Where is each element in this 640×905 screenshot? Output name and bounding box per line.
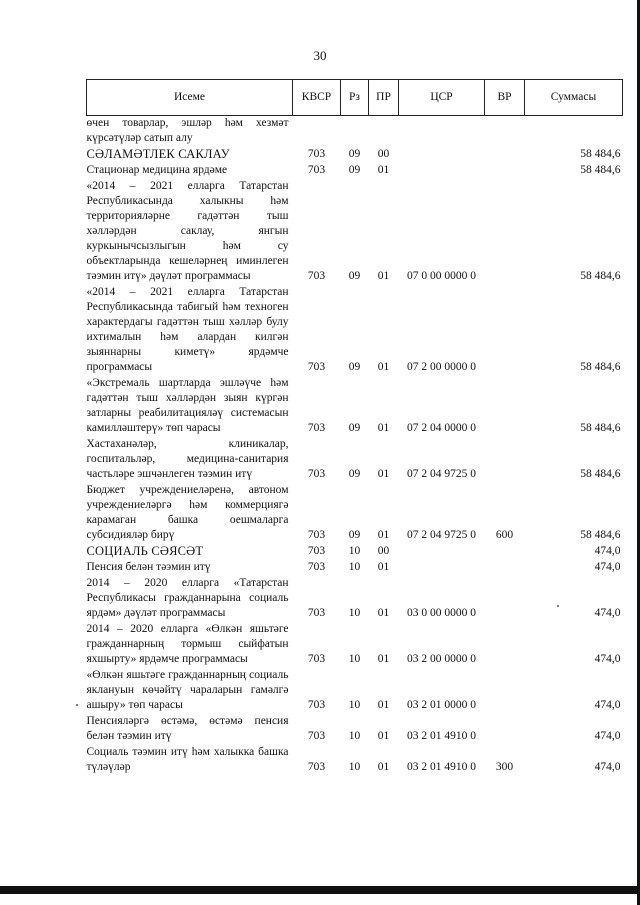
- cell-vr: [485, 559, 525, 575]
- cell-name: Пенсия белән тәэмин итү: [86, 561, 211, 573]
- page-number: 30: [313, 48, 327, 63]
- cell-pr: 01: [377, 529, 390, 541]
- cell-name: Социаль тәэмин итү һәм халыкка башка түләүләр: [86, 746, 289, 773]
- cell-pr: 01: [377, 422, 390, 434]
- cell-name: Пенсияләргә өстәмә, өстәмә пенсия белән тәэмин итү: [86, 715, 289, 742]
- cell-kvsr: 703: [307, 607, 326, 619]
- header-kvsr: КВСР: [293, 80, 341, 116]
- cell-vr: [485, 667, 525, 713]
- cell-sum: 58 484,6: [580, 148, 621, 160]
- budget-table: [86, 79, 623, 775]
- scan-speck: [76, 704, 78, 706]
- cell-sum: 58 484,6: [580, 422, 621, 434]
- cell-rz: 09: [348, 468, 361, 480]
- cell-kvsr: 703: [307, 468, 326, 480]
- cell-sum: 474,0: [594, 545, 621, 557]
- cell-vr: [485, 284, 525, 375]
- table-row: [87, 543, 623, 559]
- scan-speck: [557, 605, 559, 607]
- cell-csr: 07 2 04 0000 0: [407, 422, 476, 434]
- cell-sum: 474,0: [594, 730, 621, 742]
- cell-csr: 03 2 00 0000 0: [407, 653, 476, 665]
- cell-sum: 58 484,6: [580, 164, 621, 176]
- cell-rz: 10: [348, 699, 361, 711]
- cell-name: СОЦИАЛЬ СӘЯСӘТ: [86, 544, 204, 558]
- cell-csr: 07 2 04 9725 0: [407, 529, 476, 541]
- cell-kvsr: [293, 116, 341, 147]
- cell-csr: [399, 146, 485, 162]
- cell-kvsr: 703: [307, 653, 326, 665]
- table-row: [87, 482, 623, 543]
- cell-kvsr: 703: [307, 730, 326, 742]
- cell-rz: 09: [348, 148, 361, 160]
- cell-pr: 01: [377, 699, 390, 711]
- cell-kvsr: 703: [307, 270, 326, 282]
- cell-pr: 01: [377, 561, 390, 573]
- cell-name: «Экстремаль шартларда эшләүче һәм гадәттән тыш хәлләрдән зыян күргән затларны реабилитацияләү системасын камилләштерү» төп чарасы: [86, 377, 289, 434]
- cell-kvsr: 703: [307, 422, 326, 434]
- table-row: [87, 575, 623, 621]
- cell-vr: [485, 575, 525, 621]
- cell-name: «2014 – 2021 елларга Татарстан Республикасында халыкны һәм территорияләрне гадәттән тыш хәлләрдән саклау, янгын куркынычсызлыгын һәм су объектларында кешеләрнең иминлеген тәэмин итү» дәүләт программасы: [86, 180, 289, 282]
- cell-name: Бюджет учреждениеләренә, автоном учреждениеләргә һәм коммерциягә карамаган башка оешмаларга субсидияләр бирү: [86, 484, 289, 541]
- header-vr: ВР: [485, 80, 525, 116]
- cell-sum: 58 484,6: [580, 361, 621, 373]
- cell-pr: 01: [377, 730, 390, 742]
- cell-pr: 01: [377, 761, 390, 773]
- cell-vr: 300: [495, 761, 514, 773]
- cell-vr: [485, 178, 525, 284]
- cell-rz: 09: [348, 270, 361, 282]
- cell-sum: 474,0: [594, 761, 621, 773]
- cell-name: СӘЛАМӘТЛЕК САКЛАУ: [86, 147, 230, 161]
- cell-rz: 10: [348, 761, 361, 773]
- cell-name: өчен товарлар, эшләр һәм хезмәт күрсәтүләр сатып алу: [86, 117, 289, 144]
- cell-sum: 474,0: [594, 561, 621, 573]
- header-pr: ПР: [369, 80, 399, 116]
- cell-vr: [485, 146, 525, 162]
- cell-vr: 600: [495, 529, 514, 541]
- cell-vr: [485, 162, 525, 178]
- cell-csr: 07 2 04 9725 0: [407, 468, 476, 480]
- table-row: [87, 667, 623, 713]
- cell-kvsr: 703: [307, 361, 326, 373]
- cell-kvsr: 703: [307, 164, 326, 176]
- cell-kvsr: 703: [307, 761, 326, 773]
- table-row: [87, 116, 623, 147]
- header-csr: ЦСР: [399, 80, 485, 116]
- cell-sum: 474,0: [594, 699, 621, 711]
- table-row: [87, 621, 623, 667]
- cell-csr: [399, 162, 485, 178]
- cell-sum: 474,0: [594, 607, 621, 619]
- cell-vr: [485, 436, 525, 482]
- cell-vr: [485, 375, 525, 436]
- cell-rz: 10: [348, 607, 361, 619]
- cell-vr: [485, 713, 525, 744]
- cell-pr: 00: [377, 148, 390, 160]
- cell-pr: 01: [377, 653, 390, 665]
- cell-csr: 03 2 01 4910 0: [407, 730, 476, 742]
- table-row: [87, 436, 623, 482]
- cell-csr: 07 2 00 0000 0: [407, 361, 476, 373]
- cell-csr: [399, 116, 485, 147]
- cell-rz: 09: [348, 164, 361, 176]
- cell-rz: 09: [348, 529, 361, 541]
- cell-vr: [485, 543, 525, 559]
- header-sum: Суммасы: [525, 80, 623, 116]
- cell-csr: 03 2 01 4910 0: [407, 761, 476, 773]
- cell-kvsr: 703: [307, 699, 326, 711]
- table-row: [87, 713, 623, 744]
- cell-rz: 10: [348, 561, 361, 573]
- scan-edge-bottom: [0, 886, 640, 894]
- cell-sum: 58 484,6: [580, 529, 621, 541]
- cell-sum: 58 484,6: [580, 270, 621, 282]
- cell-kvsr: 703: [307, 529, 326, 541]
- cell-name: 2014 – 2020 елларга «Өлкән яшьтәге гражданнарның тормыш сыйфатын яхшырту» ярдәмче программасы: [86, 623, 289, 665]
- header-rz: Рз: [341, 80, 369, 116]
- cell-name: 2014 – 2020 елларга «Татарстан Республикасы гражданнарына социаль ярдәм» дәүләт программасы: [86, 577, 289, 619]
- cell-name: «2014 – 2021 елларга Татарстан Республикасында табигый һәм техноген характердагы гадәттән тыш хәлләр булу ихтималын һәм алардан килгән зыяннарны киметү» ярдәмче программасы: [86, 286, 289, 373]
- cell-name: «Өлкән яшьтәге гражданнарның социаль яклануын көчәйтү чараларын гамәлгә ашыру» төп чарасы: [86, 669, 289, 711]
- cell-vr: [485, 621, 525, 667]
- cell-kvsr: 703: [307, 148, 326, 160]
- cell-pr: 01: [377, 361, 390, 373]
- cell-sum: [525, 116, 623, 147]
- table-row: [87, 375, 623, 436]
- table-row: [87, 284, 623, 375]
- cell-csr: [399, 559, 485, 575]
- cell-name: Хастаханәләр, клиникалар, госпитальләр, медицина-санитария частьләре эшчәнлеген тәэмин итү: [86, 438, 289, 480]
- cell-pr: 01: [377, 270, 390, 282]
- table-row: [87, 162, 623, 178]
- table-row: [87, 178, 623, 284]
- cell-rz: 10: [348, 653, 361, 665]
- table-header-row: [87, 80, 623, 116]
- cell-csr: 03 0 00 0000 0: [407, 607, 476, 619]
- table-row: [87, 744, 623, 775]
- cell-name: Стационар медицина ярдәме: [86, 164, 228, 176]
- cell-csr: 07 0 00 0000 0: [407, 270, 476, 282]
- cell-sum: 474,0: [594, 653, 621, 665]
- header-name: Исеме: [87, 80, 293, 116]
- cell-rz: 09: [348, 361, 361, 373]
- cell-csr: [399, 543, 485, 559]
- table-body: [87, 116, 623, 776]
- cell-pr: 01: [377, 468, 390, 480]
- cell-kvsr: 703: [307, 561, 326, 573]
- cell-csr: 03 2 01 0000 0: [407, 699, 476, 711]
- cell-rz: 10: [348, 730, 361, 742]
- table-row: [87, 559, 623, 575]
- cell-pr: 01: [377, 164, 390, 176]
- cell-pr: 01: [377, 607, 390, 619]
- cell-rz: 09: [348, 422, 361, 434]
- cell-pr: [369, 116, 399, 147]
- cell-pr: 00: [377, 545, 390, 557]
- cell-sum: 58 484,6: [580, 468, 621, 480]
- cell-rz: 10: [348, 545, 361, 557]
- cell-rz: [341, 116, 369, 147]
- cell-vr: [485, 116, 525, 147]
- cell-kvsr: 703: [307, 545, 326, 557]
- table-row: [87, 146, 623, 162]
